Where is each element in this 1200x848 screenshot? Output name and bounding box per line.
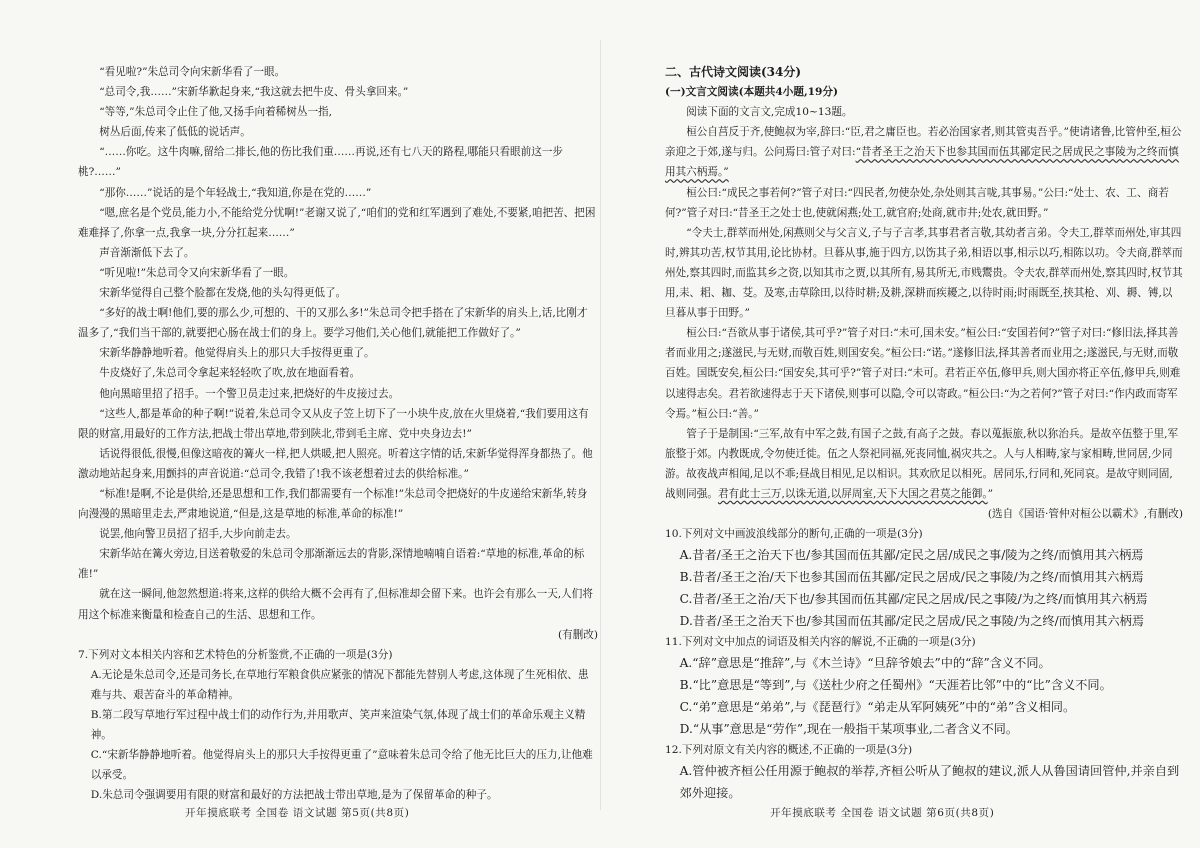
story-paragraph: “标准!是啊,不论是供给,还是思想和工作,我们都需要有一个标准!”朱总司令把烧好的牛皮递给宋新华,转身向漫漫的黑暗里走去,严肃地说道,“但是,这是草地的标准,革命的标准!”	[78, 487, 588, 521]
passage-para-2: 桓公曰:“成民之事若何?”管子对曰:“四民者,勿使杂处,杂处则其言咙,其事易。”公曰:“处士、农、工、商若何?”管子对曰:“昔圣王之处士也,使就闲燕;处工,就官府;处商,就市井;处农,就田野。”	[665, 186, 1169, 219]
answer-option: C.“宋新华静静地听着。他觉得肩头上的那只大手按得更重了”意味着朱总司令给了他无比巨大的压力,让他难以承受。	[90, 749, 593, 782]
page-6-column	[665, 62, 1183, 802]
story-paragraph: “那你……”说话的是个年轻战士,“我知道,你是在党的……”	[99, 186, 372, 199]
page-5-column	[78, 62, 598, 802]
passage-para-3: “令夫士,群萃而州处,闲燕则父与父言义,子与子言孝,其事君者言敬,其幼者言弟。令夫工,群萃而州处,审其四时,辨其功苦,权节其用,论比协材。旦暮从事,施于四方,以饬其子弟,相语以事,相示以巧,相陈以功。令夫商,群萃而州处,察其四时,而监其乡之资,以知其市之贾,以其所有,易其所无,市贱鬻贵。令夫农,群萃而州处,察其四时,权节其用,耒、耜、耞、芟。及寒,击草除田,以待时耕;及耕,深耕而疾耰之,以待时雨;时雨既至,挟其枪、刈、耨、镈,以旦暮从事于田野。”	[665, 226, 1183, 320]
answer-option: A.昔者/圣王之治天下也/参其国而伍其鄙/定民之居/成民之事/陵为之终/而慎用其六柄焉	[679, 548, 1144, 563]
story-paragraph: 宋新华觉得自己整个脸都在发烧,他的头勾得更低了。	[99, 287, 347, 300]
answer-option: C.昔者/圣王之治/天下也/参其国而伍其鄙/定民之居成/民之事陵/为之终/而慎用其六柄焉	[679, 592, 1148, 607]
story-paragraph: 说罢,他向警卫员招了招手,大步向前走去。	[99, 528, 297, 541]
story-paragraph: 声音渐渐低下去了。	[99, 246, 195, 259]
question-7: 7.下列对文本相关内容和艺术特色的分析鉴赏,不正确的一项是(3分)	[78, 648, 393, 661]
question-12: 12.下列对原文有关内容的概述,不正确的一项是(3分)	[665, 744, 913, 757]
answer-option: D.“从事”意思是“劳作”,现在一般指干某项事业,二者含义不同。	[679, 722, 1019, 737]
story-paragraph: “多好的战士啊!他们,要的那么少,可想的、干的又那么多!”朱总司令把手搭在了宋新华的肩头上,话,比刚才温多了,“我们当干部的,就要把心肠在战士们的身上。要学习他们,关心他们,就能把工作做好了。”	[78, 307, 588, 340]
question-11: 11.下列对文中加点的词语及相关内容的解说,不正确的一项是(3分)	[665, 636, 976, 649]
answer-option: D.昔者/圣王之治天下也/参其国而伍其鄙/定民之居成/民之事陵/为之终/而慎用其六柄焉	[679, 614, 1145, 629]
answer-option: B.第二段写草地行军过程中战士们的动作行为,并用歌声、笑声来渲染气氛,体现了战士们的革命乐观主义精神。	[90, 709, 586, 742]
passage-1-prefix: 管子对曰:	[809, 146, 856, 159]
answer-option: A.“辞”意思是“推辞”,与《木兰诗》“旦辞爷娘去”中的“辞”含义不同。	[679, 656, 1051, 671]
left-source-note: (有删改)	[557, 628, 598, 641]
page-5-footer: 开年摸底联考 全国卷 语文试题 第5页(共8页)	[185, 807, 410, 819]
story-paragraph: “总司令,我……”宋新华歉起身来,“我这就去把牛皮、骨头拿回来。”	[99, 86, 409, 99]
story-paragraph: “看见啦?”朱总司令向宋新华看了一眼。	[99, 66, 286, 78]
story-paragraph: “这些人,都是革命的种子啊!”说着,朱总司令又从皮子笠上切下了一小块牛皮,放在火里烧着,“我们要用这有限的财富,用最好的工作方法,把战士带出草地,带到陕北,带到毛主席、党中央身边去!”	[78, 407, 589, 440]
answer-option: C.“弟”意思是“弟弟”,与《琵琶行》“弟走从军阿姨死”中的“弟”含义相同。	[679, 700, 1076, 715]
right-source-note: (选自《国语·管仲对桓公以霸术》,有删改)	[987, 508, 1183, 521]
section-title: 二、古代诗文阅读(34分)	[665, 65, 802, 79]
question-11-options	[665, 652, 1183, 740]
question-7-options	[78, 665, 598, 802]
story-paragraph: 他向黑暗里招了招手。一个警卫员走过来,把烧好的牛皮接过去。	[99, 387, 400, 400]
passage-5c: ”	[987, 487, 994, 500]
passage-para-1	[665, 122, 1183, 182]
passage-para-5	[665, 424, 1183, 504]
story-paragraph: “嗯,庶名是个党员,能力小,不能给党分忧啊!”老谢又说了,“咱们的党和红军遇到了难处,不要紧,咱把苦、把困难难择了,你拿一点,我拿一块,分分扛起来……”	[78, 206, 596, 239]
question-10-options	[665, 544, 1183, 632]
answer-option: D.朱总司令强调要用有限的财富和最好的方法把战士带出草地,是为了保留革命的种子。	[90, 789, 498, 802]
passage-1a: 桓公自莒反于齐,使鲍叔为宰,辞曰:“臣,君之庸臣也。若必治国家者,则其管夷吾乎。”使请诸鲁,比管仲至,桓公亲迎之于郊,遂与归。公问焉曰:	[665, 126, 1182, 159]
story-paragraph: 话说得很低,很慢,但像这暗夜的篝火一样,把人烘暖,把人照亮。听着这字情的话,宋新华觉得浑身都热了。他激动地站起身来,用颤抖的声音说道:“总司令,我错了!我不该老想着过去的供给标准。”	[78, 447, 593, 480]
answer-option: A.管仲被齐桓公任用源于鲍叔的举荐,齐桓公听从了鲍叔的建议,派人从鲁国请回管仲,并亲自到郊外迎接。	[679, 764, 1180, 801]
wavy-underlined-passage-end: 君有此士三万,以诛无道,以屏周室,天下大国之君莫之能御。	[717, 487, 988, 500]
story-paragraph: 就在这一瞬间,他忽然想道:将来,这样的供给大概不会再有了,但标准却会留下来。也许会有那么一天,人们将用这个标准来衡量和检查自己的生活、思想和工作。	[78, 588, 593, 621]
story-paragraph: “……你吃。这牛肉嘛,留给二排长,他的伤比我们重……再说,还有七八天的路程,哪能只看眼前这一步桃?……”	[78, 146, 564, 179]
story-paragraph: “听见啦!”朱总司令又向宋新华看了一眼。	[99, 266, 295, 279]
passage-para-4: 桓公曰:“吾欲从事于诸侯,其可乎?”管子对曰:“未可,国未安。”桓公曰:“安国若何?”管子对曰:“修旧法,择其善者而业用之;遂滋民,与无财,而敬百姓,则国安矣。”桓公曰:“诺。”遂修旧法,择其善者而业用之;遂滋民,与无财,而敬百姓。国既安矣,桓公曰:“国安矣,其可乎?”管子对曰:“未可。君若正卒伍,修甲兵,则大国亦将正卒伍,修甲兵,则难以速得志矣。君若欲速得志于天下诸侯,则事可以隐,令可以寄政。”桓公曰:“为之若何?”管子对曰:“作内政而寄军令焉。”桓公曰:“善。”	[665, 327, 1181, 420]
story-paragraph: 宋新华静静地听着。他觉得肩头上的那只大手按得更重了。	[99, 347, 375, 360]
subsection-title: (一)文言文阅读(本题共4小题,19分)	[665, 86, 838, 99]
story-paragraphs	[78, 62, 598, 625]
answer-option: B.昔者/圣王之治/天下也参其国而伍其鄙/定民之居成/民之事陵/为之终/而慎用其六柄焉	[679, 570, 1144, 585]
story-paragraph: 树丛后面,传来了低低的说话声。	[99, 126, 251, 139]
answer-option: A.无论是朱总司令,还是司务长,在草地行军粮食供应紧张的情况下都能先替别人考虑,这体现了生死相依、患难与共、艰苦奋斗的革命精神。	[90, 668, 589, 701]
passage-5a: 管子于是制国:“三军,故有中军之鼓,有国子之鼓,有高子之鼓。春以蒐振旅,秋以狝治兵。是故卒伍整于里,军旅整于郊。内教既成,令勿使迁徙。伍之人祭祀同福,死丧同恤,祸灾共之。人与人相畴,家与家相畴,世同居,少同游。故夜战声相闻,足以不乖;昼战目相见,足以相识。其欢欣足以相死。居同乐,行同和,死同哀。是故守则同固,战则同强。	[665, 427, 1179, 500]
page-6-footer: 开年摸底联考 全国卷 语文试题 第6页(共8页)	[770, 807, 995, 819]
story-paragraph: 牛皮烧好了,朱总司令拿起来轻轻吹了吹,放在地面看着。	[99, 367, 361, 380]
reading-intro: 阅读下面的文言文,完成10~13题。	[686, 106, 853, 119]
question-12-options	[665, 760, 1183, 802]
answer-option: B.“比”意思是“等到”,与《送杜少府之任蜀州》“天涯若比邻”中的“比”含义不同。	[679, 678, 1112, 693]
page-spine	[600, 40, 601, 810]
question-10: 10.下列对文中画波浪线部分的断句,正确的一项是(3分)	[665, 528, 923, 541]
story-paragraph: 宋新华站在篝火旁边,目送着敬爱的朱总司令那渐渐远去的背影,深情地喃喃自语着:“草地的标准,革命的标准!”	[78, 548, 585, 581]
wavy-underlined-sentence: “昔者圣王之治天下也参其国而伍其鄙定民之居成民之事陵为之终而慎用其六柄焉。”	[665, 146, 1179, 179]
story-paragraph: “等等,”朱总司令止住了他,又扬手向着稀树丛一指,	[99, 106, 332, 119]
